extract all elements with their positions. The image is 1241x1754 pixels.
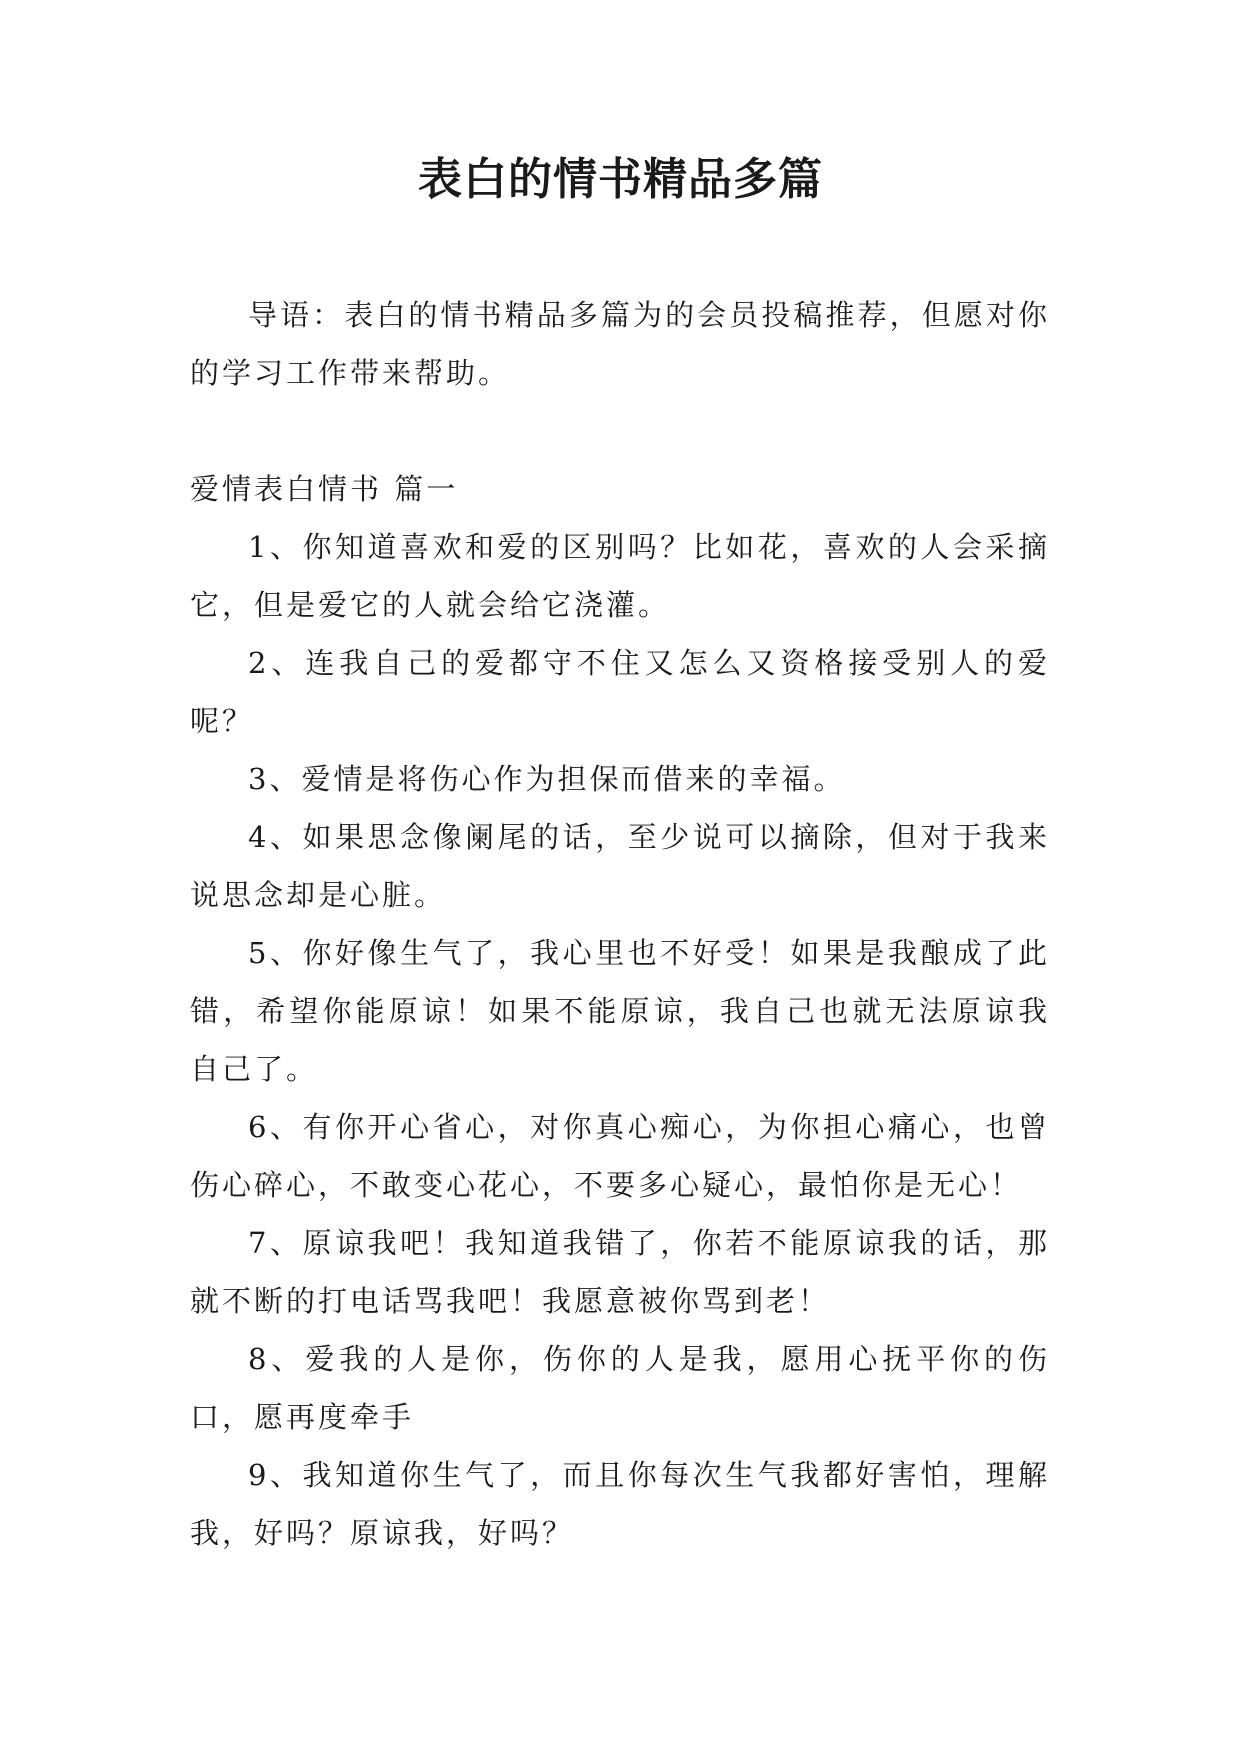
list-item: 1、你知道喜欢和爱的区别吗？比如花，喜欢的人会采摘它，但是爱它的人就会给它浇灌。 — [190, 530, 1050, 622]
list-item: 4、如果思念像阑尾的话，至少说可以摘除，但对于我来说思念却是心脏。 — [190, 820, 1050, 912]
document-title: 表白的情书精品多篇 — [418, 154, 823, 205]
list-item: 5、你好像生气了，我心里也不好受！如果是我酿成了此错，希望你能原谅！如果不能原谅，我自己也就无法原谅我自己了。 — [190, 936, 1050, 1086]
intro-paragraph: 导语：表白的情书精品多篇为的会员投稿推荐，但愿对你的学习工作带来帮助。 — [190, 298, 1050, 390]
list-item: 2、连我自己的爱都守不住又怎么又资格接受别人的爱呢？ — [190, 646, 1050, 738]
document-body — [190, 286, 1050, 1562]
list-item: 7、原谅我吧！我知道我错了，你若不能原谅我的话，那就不断的打电话骂我吧！我愿意被你骂到老！ — [190, 1226, 1050, 1318]
list-item: 8、爱我的人是你，伤你的人是我，愿用心抚平你的伤口，愿再度牵手 — [190, 1342, 1050, 1434]
list-item: 3、爱情是将伤心作为担保而借来的幸福。 — [248, 762, 846, 796]
list-item: 9、我知道你生气了，而且你每次生气我都好害怕，理解我，好吗？原谅我，好吗？ — [190, 1458, 1050, 1550]
section-heading: 爱情表白情书 篇一 — [190, 472, 459, 506]
list-item: 6、有你开心省心，对你真心痴心，为你担心痛心，也曾伤心碎心，不敢变心花心，不要多心疑心，最怕你是无心！ — [190, 1110, 1050, 1202]
